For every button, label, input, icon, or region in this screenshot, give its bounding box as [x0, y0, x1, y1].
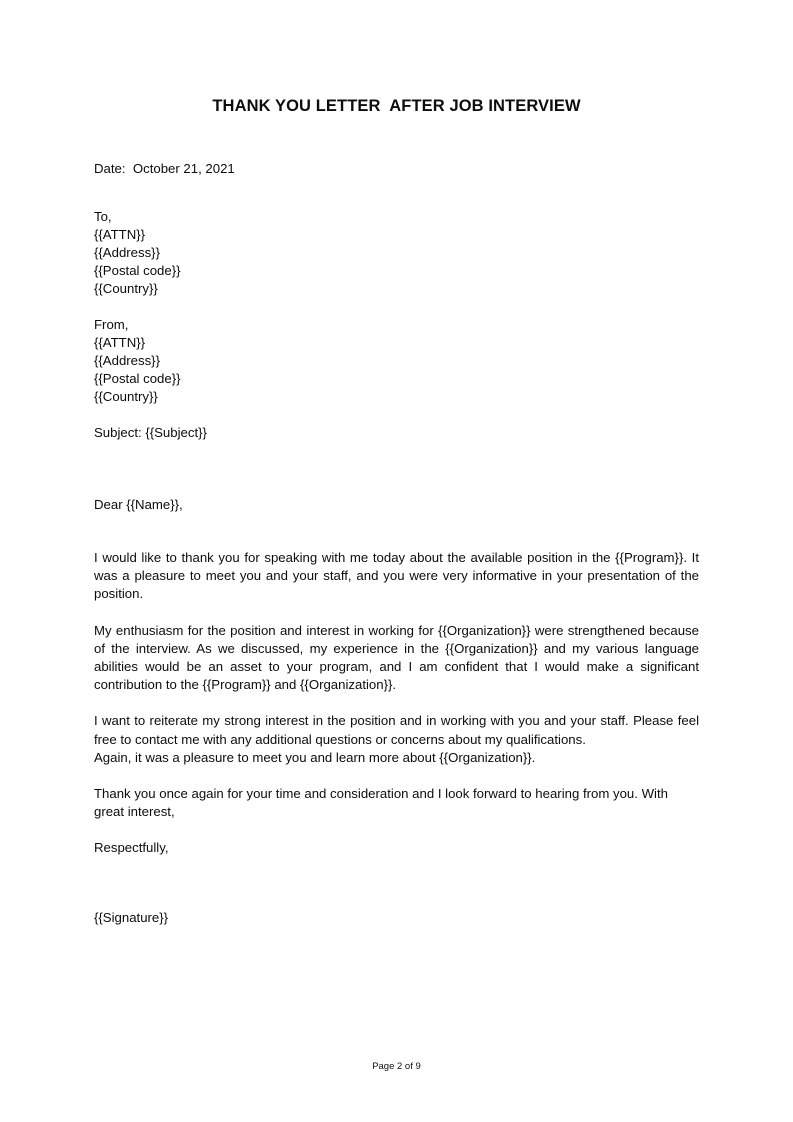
spacer-before-subject	[94, 406, 699, 424]
to-postal-code: {{Postal code}}	[94, 263, 181, 278]
to-country: {{Country}}	[94, 281, 158, 296]
from-label: From,	[94, 317, 129, 332]
spacer-after-date	[94, 178, 699, 208]
spacer-paragraph-1-2	[94, 604, 699, 622]
spacer-between-addresses	[94, 298, 699, 316]
recipient-address-block	[94, 208, 699, 298]
from-postal-code: {{Postal code}}	[94, 371, 181, 386]
body-paragraph-3: I want to reiterate my strong interest in the position and in working with you and your staff. Please feel free to contact me with any additional questions or concerns about my qualifications.	[94, 713, 699, 747]
page-footer: Page 2 of 9	[372, 1061, 421, 1072]
salutation: Dear {{Name}},	[94, 497, 183, 512]
body-paragraph-1: I would like to thank you for speaking with me today about the available position in the {{Program}}. It was a pleasure to meet you and your staff, and you were very informative in your presentation of the position.	[94, 550, 699, 602]
date-line: Date: October 21, 2021	[94, 161, 235, 176]
from-country: {{Country}}	[94, 389, 158, 404]
to-attn: {{ATTN}}	[94, 227, 146, 242]
sender-address-block	[94, 316, 699, 406]
spacer-paragraph-4-5	[94, 767, 699, 785]
body-paragraph-5: Thank you once again for your time and consideration and I look forward to hearing from you. With great interest,	[94, 786, 668, 820]
body-paragraph-2: My enthusiasm for the position and interest in working for {{Organization}} were strengthened because of the interview. As we discussed, my experience in the {{Organization}} and my various language abilities would be an asset to your program, and I am confident that I would make a significant contribution to the {{Program}} and {{Organization}}.	[94, 622, 699, 693]
spacer-before-salutation	[94, 442, 699, 496]
spacer-before-body	[94, 514, 699, 549]
spacer-before-closing	[94, 821, 699, 839]
letter-body	[94, 160, 699, 927]
to-label: To,	[94, 209, 112, 224]
closing-line: Respectfully,	[94, 840, 169, 856]
from-attn: {{ATTN}}	[94, 335, 146, 350]
page-title: THANK YOU LETTER AFTER JOB INTERVIEW	[212, 97, 581, 115]
spacer-before-signature	[94, 857, 699, 909]
subject-line: Subject: {{Subject}}	[94, 425, 207, 440]
from-address: {{Address}}	[94, 353, 160, 368]
spacer-paragraph-2-3	[94, 694, 699, 712]
body-paragraph-4: Again, it was a pleasure to meet you and learn more about {{Organization}}.	[94, 749, 536, 765]
to-address: {{Address}}	[94, 245, 160, 260]
signature-placeholder: {{Signature}}	[94, 910, 169, 926]
